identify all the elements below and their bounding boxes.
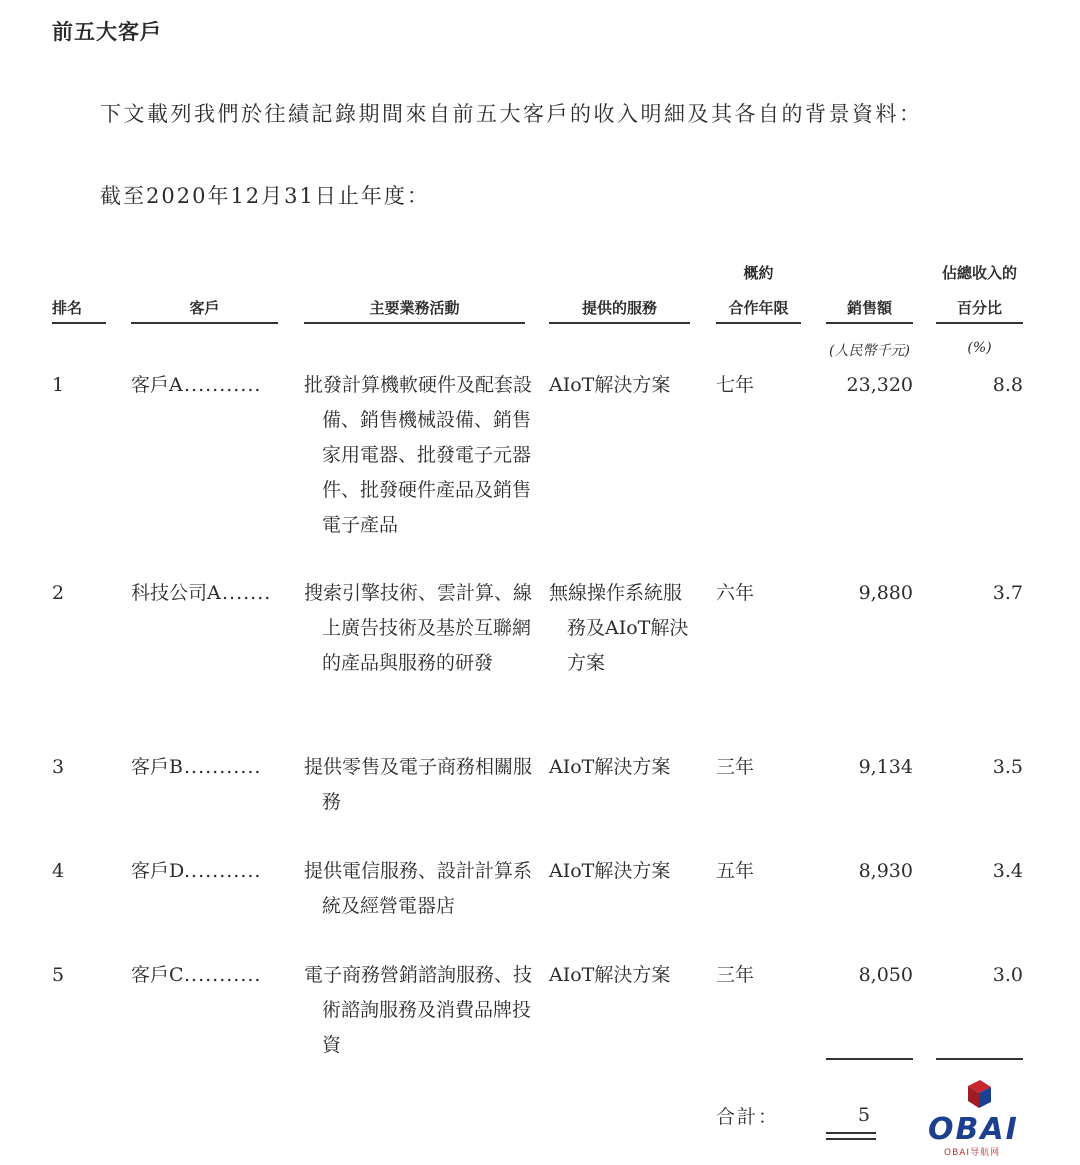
row-service: 無線操作系統服務及AIoT解決方案	[549, 582, 689, 674]
header-rule	[936, 322, 1023, 324]
row-years: 三年	[716, 964, 755, 986]
row-customer: 客戶A	[131, 374, 183, 396]
header-rule	[131, 322, 278, 324]
row-rank: 1	[52, 374, 65, 396]
total-value: 5	[858, 1104, 871, 1126]
header-rank: 排名	[52, 299, 83, 317]
header-years-line2: 合作年限	[728, 299, 789, 317]
row-rank: 5	[52, 964, 65, 986]
leader-dots: .......	[222, 582, 272, 604]
watermark-subtitle: OBAI导航网	[944, 1148, 1001, 1158]
header-pct-line1: 佔總收入的	[941, 264, 1017, 282]
row-sales: 9,134	[858, 756, 913, 778]
row-rank: 3	[52, 756, 65, 778]
row-years: 三年	[716, 756, 755, 778]
intro-paragraph: 下文載列我們於往績記錄期間來自前五大客戶的收入明細及其各自的背景資料：	[100, 102, 923, 126]
row-pct: 3.4	[992, 860, 1023, 882]
row-customer: 客戶D	[131, 860, 185, 882]
header-service: 提供的服務	[581, 299, 657, 317]
row-pct: 8.8	[992, 374, 1023, 396]
row-business: 搜索引擎技術、雲計算、線上廣告技術及基於互聯網的產品與服務的研發	[304, 582, 533, 674]
total-rule	[936, 1058, 1023, 1060]
unit-sales: (人民幣千元)	[829, 343, 910, 359]
row-pct: 3.5	[992, 756, 1023, 778]
header-business: 主要業務活動	[369, 299, 460, 317]
row-customer: 客戶B	[131, 756, 183, 778]
row-business: 電子商務營銷諮詢服務、技術諮詢服務及消費品牌投資	[304, 964, 533, 1056]
row-sales: 8,930	[858, 860, 913, 882]
total-label: 合計：	[716, 1106, 780, 1128]
row-rank: 4	[52, 860, 65, 882]
row-sales: 23,320	[846, 374, 913, 396]
row-years: 六年	[716, 582, 755, 604]
header-rule	[52, 322, 106, 324]
header-years-line1: 概約	[743, 264, 774, 282]
row-years: 五年	[716, 860, 755, 882]
leader-dots: ...........	[184, 860, 262, 882]
header-rule	[549, 322, 690, 324]
header-rule	[304, 322, 525, 324]
header-rule	[716, 322, 801, 324]
row-customer: 客戶C	[131, 964, 184, 986]
row-service: AIoT解決方案	[549, 374, 671, 396]
unit-pct: (%)	[967, 340, 992, 356]
row-sales: 8,050	[858, 964, 913, 986]
row-service: AIoT解決方案	[549, 964, 671, 986]
watermark-brand: OBAI	[928, 1112, 1019, 1147]
row-service: AIoT解決方案	[549, 756, 671, 778]
row-business: 批發計算機軟硬件及配套設備、銷售機械設備、銷售家用電器、批發電子元器件、批發硬件產品及銷售電子產品	[304, 374, 533, 536]
leader-dots: ...........	[184, 374, 262, 396]
row-rank: 2	[52, 582, 65, 604]
header-rule	[826, 322, 913, 324]
double-rule	[826, 1132, 876, 1134]
total-rule	[826, 1058, 913, 1060]
double-rule	[826, 1138, 876, 1140]
header-customer: 客戶	[189, 299, 220, 317]
leader-dots: ...........	[184, 964, 262, 986]
row-business: 提供電信服務、設計計算系統及經營電器店	[304, 860, 533, 917]
row-service: AIoT解決方案	[549, 860, 671, 882]
row-customer: 科技公司A	[131, 582, 221, 604]
header-pct-line2: 百分比	[956, 299, 1002, 317]
row-business: 提供零售及電子商務相關服務	[304, 756, 533, 813]
row-pct: 3.7	[992, 582, 1023, 604]
leader-dots: ...........	[184, 756, 262, 778]
row-sales: 9,880	[858, 582, 913, 604]
period-caption: 截至2020年12月31日止年度：	[100, 184, 430, 208]
header-sales: 銷售額	[846, 299, 892, 317]
section-title: 前五大客戶	[52, 19, 162, 44]
row-years: 七年	[716, 374, 755, 396]
row-pct: 3.0	[992, 964, 1023, 986]
